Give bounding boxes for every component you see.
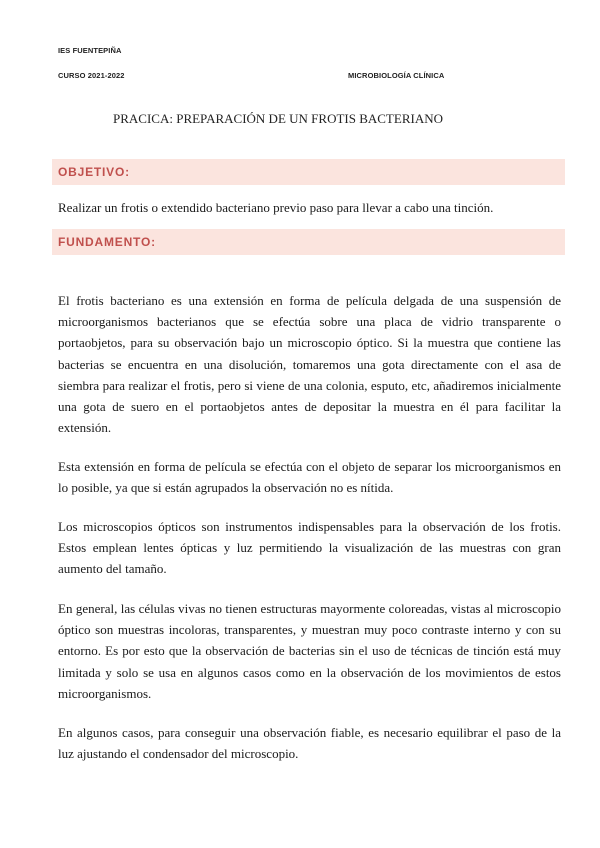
objetivo-heading: OBJETIVO: — [52, 159, 565, 185]
fundamento-paragraph: El frotis bacteriano es una extensión en forma de película delgada de una suspensión de microorganismos bacterianos que se efectúa sobre una placa de vidrio transparente o portaobjetos, para su observación bajo un microscopio óptico. Si la muestra que contiene las bacterias se encuentra en una disolución, tomaremos una gota directamente con el asa de siembra para realizar el frotis, pero si viene de una colonia, esputo, etc, añadiremos inicialmente una gota de suero en el portaobjetos antes de depositar la muestra en él para facilitar la extensión. — [58, 293, 561, 436]
fundamento-paragraph: Esta extensión en forma de película se efectúa con el objeto de separar los microorganismos en lo posible, ya que si están agrupados la observación no es nítida. — [58, 459, 561, 496]
course-year: CURSO 2021-2022 — [58, 71, 125, 80]
subject-name: MICROBIOLOGÍA CLÍNICA — [348, 71, 445, 80]
fundamento-paragraph: Los microscopios ópticos son instrumentos indispensables para la observación de los frotis. Estos emplean lentes ópticas y luz permitiendo la visualización de las muestras con gran aumento del tamaño. — [58, 519, 561, 577]
fundamento-paragraph: En general, las células vivas no tienen estructuras mayormente coloreadas, vistas al microscopio óptico son muestras incoloras, transparentes, y muestran muy poco contraste interno y con su entorno. Es por esto que la observación de bacterias sin el uso de técnicas de tinción está muy limitada y solo se usa en algunos casos como en la observación de los movimientos de estos microorganismos. — [58, 601, 561, 701]
school-name: IES FUENTEPIÑA — [58, 46, 122, 55]
fundamento-paragraph: En algunos casos, para conseguir una observación fiable, es necesario equilibrar el paso de la luz ajustando el condensador del microscopio. — [58, 725, 561, 762]
objetivo-text: Realizar un frotis o extendido bacteriano previo paso para llevar a cabo una tinción. — [58, 200, 494, 215]
fundamento-heading: FUNDAMENTO: — [52, 229, 565, 255]
page-title: PRACICA: PREPARACIÓN DE UN FROTIS BACTERIANO — [113, 111, 443, 126]
